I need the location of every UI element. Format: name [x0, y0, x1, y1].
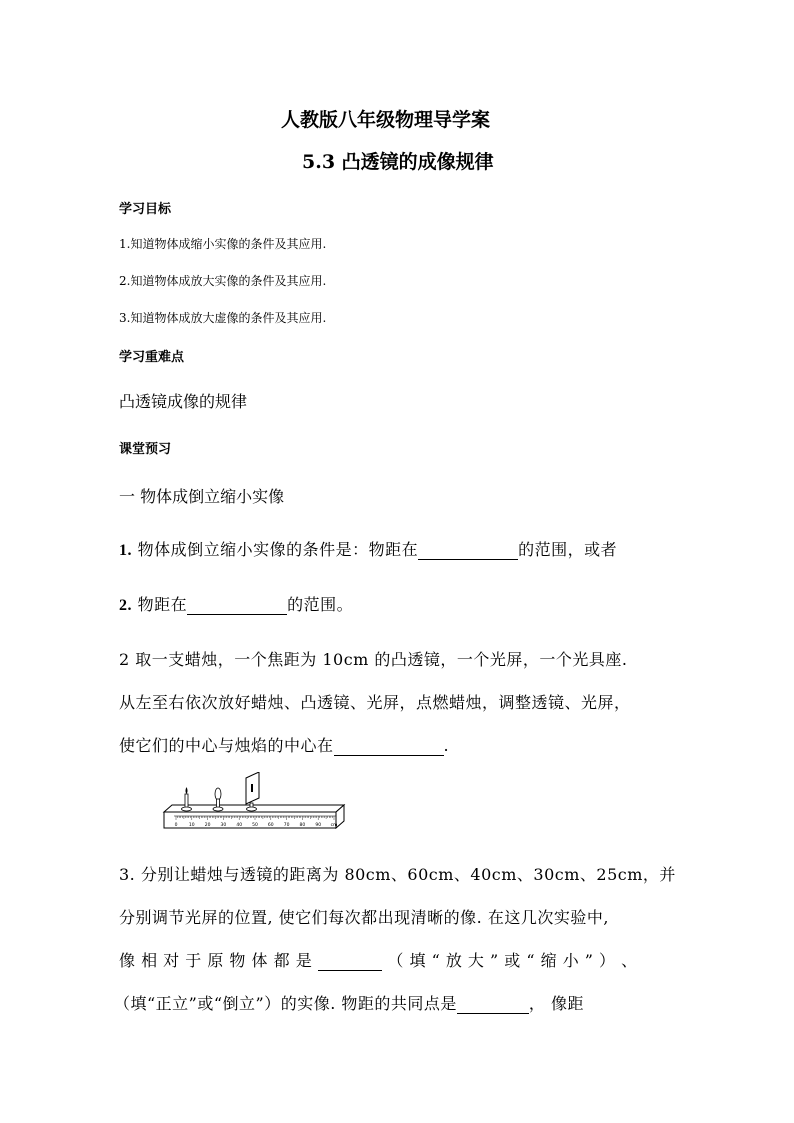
key-points-text: 凸透镜成像的规律	[119, 392, 248, 411]
page-subtitle: 5.3 凸透镜的成像规律	[302, 151, 494, 173]
optical-bench-diagram	[160, 772, 346, 832]
question-4-line-3	[119, 948, 638, 971]
question-4-line-2: 分别调节光屏的位置, 使它们每次都出现清晰的像. 在这几次实验中,	[119, 908, 609, 927]
ruler-tick-label: cm	[330, 823, 338, 828]
question-2-text-a: 物距在	[132, 595, 188, 614]
ruler-tick-label: 90	[315, 823, 322, 828]
question-3-line-2: 从左至右依次放好蜡烛、凸透镜、光屏，点燃蜡烛，调整透镜、光屏，	[119, 693, 631, 712]
question-2	[119, 592, 353, 615]
ruler-tick-label: 0	[174, 823, 178, 828]
ruler-tick-label: 70	[283, 823, 290, 828]
objective-item-2: 2.知道物体成放大实像的条件及其应用.	[119, 274, 327, 288]
page-title: 人教版八年级物理导学案	[281, 109, 491, 131]
question-4-text-a: 像 相 对 于 原 物 体 都 是	[119, 951, 313, 970]
question-2-number: 2.	[119, 597, 132, 614]
answer-blank-1[interactable]	[418, 543, 518, 560]
candle-icon	[185, 794, 188, 808]
answer-blank-3[interactable]	[334, 739, 444, 756]
ruler-tick-label: 50	[252, 823, 258, 828]
objective-item-3: 3.知道物体成放大虚像的条件及其应用.	[119, 311, 327, 325]
answer-blank-4[interactable]	[318, 954, 382, 971]
question-1-text-a: 物体成倒立缩小实像的条件是：物距在	[132, 540, 419, 559]
answer-blank-2[interactable]	[187, 598, 287, 615]
optical-bench-illustration	[160, 772, 346, 832]
question-1-text-b: 的范围，或者	[518, 540, 618, 559]
question-4-text-b: （ 填 “ 放 大 ” 或 “ 缩 小 ” ） 、	[387, 951, 638, 970]
lens-icon	[215, 788, 221, 800]
key-points-heading: 学习重难点	[119, 350, 185, 365]
preview-heading: 课堂预习	[119, 442, 172, 457]
question-3-line-3	[119, 733, 449, 756]
question-3-line-1: 2 取一支蜡烛，一个焦距为 10cm 的凸透镜，一个光屏，一个光具座.	[119, 650, 628, 669]
answer-blank-5[interactable]	[457, 997, 529, 1014]
question-1	[119, 537, 617, 560]
section-one-title: 一 物体成倒立缩小实像	[119, 487, 285, 506]
question-4-line-4	[114, 991, 584, 1014]
ruler-tick-label: 80	[299, 823, 306, 828]
ruler-tick-label: 30	[220, 823, 227, 828]
ruler-tick-label: 10	[188, 823, 195, 828]
question-2-text-b: 的范围。	[287, 595, 354, 614]
objectives-heading: 学习目标	[119, 202, 172, 217]
question-3-text-a: 使它们的中心与烛焰的中心在	[119, 736, 334, 755]
ruler-tick-label: 20	[204, 823, 211, 828]
flame-icon	[186, 787, 188, 794]
question-3-text-b: .	[443, 736, 450, 755]
ruler-tick-label: 40	[236, 823, 243, 828]
question-4-text-c: （填“正立”或“倒立”）的实像. 物距的共同点是	[114, 994, 457, 1013]
ruler-tick-label: 60	[267, 823, 274, 828]
question-4-line-1: 3. 分别让蜡烛与透镜的距离为 80cm、60cm、40cm、30cm、25cm，并	[119, 865, 676, 884]
objective-item-1: 1.知道物体成缩小实像的条件及其应用.	[119, 237, 327, 251]
question-4-text-d: ， 像距	[528, 994, 584, 1013]
question-1-number: 1.	[119, 542, 132, 559]
